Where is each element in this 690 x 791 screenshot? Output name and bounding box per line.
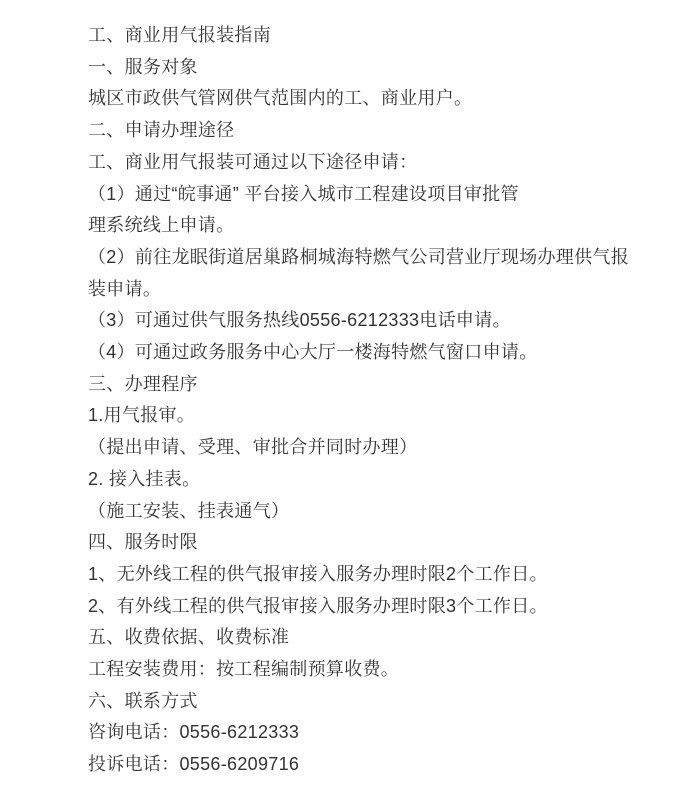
- section-heading-service-target: 一、服务对象: [88, 56, 198, 77]
- paragraph-step-2: 2. 接入挂表。: [88, 468, 201, 489]
- paragraph-channels-intro: 工、商业用气报装可通过以下途径申请：: [88, 151, 418, 172]
- paragraph-consult-phone: 咨询电话：0556-6212333: [88, 722, 300, 743]
- paragraph-channel-3: （3）可通过供气服务热线0556-6212333电话申请。: [88, 310, 511, 331]
- paragraph-step-1-note: （提出申请、受理、审批合并同时办理）: [88, 437, 418, 458]
- section-heading-contact: 六、联系方式: [88, 690, 198, 711]
- paragraph-step-1: 1.用气报审。: [88, 405, 196, 426]
- paragraph-time-limit-1: 1、无外线工程的供气报审接入服务办理时限2个工作日。: [88, 563, 548, 584]
- section-heading-procedure: 三、办理程序: [88, 373, 198, 394]
- paragraph-service-target: 城区市政供气管网供气范围内的工、商业用户。: [88, 88, 473, 109]
- paragraph-channel-1-line-2: 理系统线上申请。: [88, 215, 235, 236]
- paragraph-channel-2-line-1: （2）前往龙眠街道居巢路桐城海特燃气公司营业厅现场办理供气报: [88, 246, 630, 267]
- paragraph-channel-1-line-1: （1）通过“皖事通” 平台接入城市工程建设项目审批管: [88, 183, 519, 204]
- paragraph-step-2-note: （施工安装、挂表通气）: [88, 500, 290, 521]
- paragraph-fees: 工程安装费用：按工程编制预算收费。: [88, 659, 400, 680]
- section-heading-channels: 二、申请办理途径: [88, 120, 235, 141]
- section-heading-time-limit: 四、服务时限: [88, 532, 198, 553]
- paragraph-channel-2-line-2: 装申请。: [88, 278, 162, 299]
- paragraph-complaint-phone: 投诉电话：0556-6209716: [88, 754, 300, 775]
- paragraph-channel-4: （4）可通过政务服务中心大厅一楼海特燃气窗口申请。: [88, 342, 538, 363]
- section-heading-fees: 五、收费依据、收费标准: [88, 627, 290, 648]
- paragraph-time-limit-2: 2、有外线工程的供气报审接入服务办理时限3个工作日。: [88, 595, 548, 616]
- page-title: 工、商业用气报装指南: [88, 25, 271, 45]
